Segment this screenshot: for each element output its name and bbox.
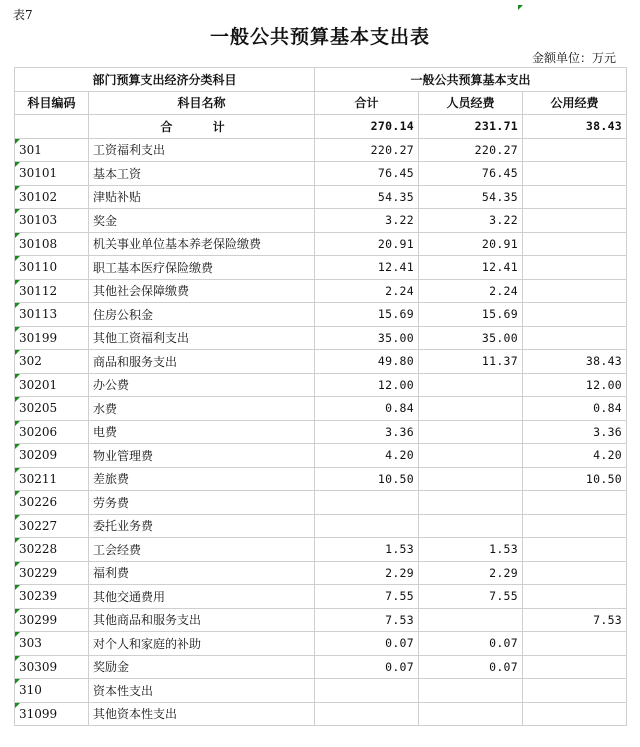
row-personnel: 3.22 (419, 209, 523, 233)
row-code: 30226 (15, 491, 89, 515)
row-total: 7.53 (315, 608, 419, 632)
row-code: 30112 (15, 279, 89, 303)
row-total: 54.35 (315, 185, 419, 209)
row-public (523, 632, 627, 656)
row-code: 30101 (15, 162, 89, 186)
row-total: 10.50 (315, 467, 419, 491)
row-total: 3.22 (315, 209, 419, 233)
row-personnel (419, 467, 523, 491)
row-name: 其他商品和服务支出 (89, 608, 315, 632)
row-name: 资本性支出 (89, 679, 315, 703)
row-name: 工资福利支出 (89, 138, 315, 162)
row-personnel: 1.53 (419, 538, 523, 562)
row-total: 35.00 (315, 326, 419, 350)
row-personnel: 12.41 (419, 256, 523, 280)
row-name: 津贴补贴 (89, 185, 315, 209)
total-personnel: 231.71 (419, 115, 523, 139)
row-public: 4.20 (523, 444, 627, 468)
row-public (523, 679, 627, 703)
row-name: 其他工资福利支出 (89, 326, 315, 350)
row-total: 20.91 (315, 232, 419, 256)
header-total: 合计 (315, 91, 419, 115)
table-row (15, 232, 627, 256)
row-code: 30110 (15, 256, 89, 280)
row-name: 其他社会保障缴费 (89, 279, 315, 303)
table-row (15, 538, 627, 562)
row-personnel: 15.69 (419, 303, 523, 327)
row-personnel (419, 491, 523, 515)
row-personnel (419, 702, 523, 726)
row-name: 机关事业单位基本养老保险缴费 (89, 232, 315, 256)
row-code: 303 (15, 632, 89, 656)
table-row (15, 467, 627, 491)
row-public: 12.00 (523, 373, 627, 397)
row-total: 0.07 (315, 632, 419, 656)
row-public (523, 491, 627, 515)
header-personnel: 人员经费 (419, 91, 523, 115)
row-public: 38.43 (523, 350, 627, 374)
row-total: 4.20 (315, 444, 419, 468)
row-public (523, 162, 627, 186)
table-row (15, 514, 627, 538)
row-public: 10.50 (523, 467, 627, 491)
row-public (523, 232, 627, 256)
table-row (15, 679, 627, 703)
row-personnel (419, 679, 523, 703)
row-code: 30108 (15, 232, 89, 256)
row-name: 对个人和家庭的补助 (89, 632, 315, 656)
group-header-row (15, 68, 627, 92)
row-name: 其他资本性支出 (89, 702, 315, 726)
row-total: 2.24 (315, 279, 419, 303)
row-name: 福利费 (89, 561, 315, 585)
total-sum: 270.14 (315, 115, 419, 139)
row-name: 委托业务费 (89, 514, 315, 538)
table-row (15, 632, 627, 656)
row-personnel: 0.07 (419, 632, 523, 656)
table-row (15, 397, 627, 421)
row-name: 其他交通费用 (89, 585, 315, 609)
table-row (15, 138, 627, 162)
row-code: 30103 (15, 209, 89, 233)
row-total: 2.29 (315, 561, 419, 585)
row-name: 劳务费 (89, 491, 315, 515)
row-personnel (419, 373, 523, 397)
row-total: 1.53 (315, 538, 419, 562)
row-public: 3.36 (523, 420, 627, 444)
row-personnel (419, 444, 523, 468)
row-total (315, 679, 419, 703)
row-code: 30229 (15, 561, 89, 585)
row-name: 水费 (89, 397, 315, 421)
table-row (15, 326, 627, 350)
row-code: 30209 (15, 444, 89, 468)
row-name: 奖励金 (89, 655, 315, 679)
table-row (15, 444, 627, 468)
row-personnel: 2.24 (419, 279, 523, 303)
table-row (15, 279, 627, 303)
header-public: 公用经费 (523, 91, 627, 115)
row-name: 差旅费 (89, 467, 315, 491)
row-personnel: 35.00 (419, 326, 523, 350)
row-personnel: 7.55 (419, 585, 523, 609)
row-code: 30205 (15, 397, 89, 421)
table-row (15, 185, 627, 209)
cell-marker (518, 5, 523, 10)
row-total: 15.69 (315, 303, 419, 327)
header-code: 科目编码 (15, 91, 89, 115)
row-total (315, 702, 419, 726)
row-code: 30206 (15, 420, 89, 444)
row-public (523, 655, 627, 679)
unit-label: 金额单位：万元 (531, 51, 616, 65)
row-code: 30102 (15, 185, 89, 209)
row-total (315, 491, 419, 515)
row-total: 3.36 (315, 420, 419, 444)
row-public (523, 185, 627, 209)
row-public: 0.84 (523, 397, 627, 421)
row-total: 76.45 (315, 162, 419, 186)
row-name: 基本工资 (89, 162, 315, 186)
table-row (15, 350, 627, 374)
table-row (15, 420, 627, 444)
row-personnel: 20.91 (419, 232, 523, 256)
row-public (523, 138, 627, 162)
row-public: 7.53 (523, 608, 627, 632)
row-name: 奖金 (89, 209, 315, 233)
table-row (15, 303, 627, 327)
header-name: 科目名称 (89, 91, 315, 115)
table-row (15, 491, 627, 515)
table-row (15, 373, 627, 397)
row-code: 301 (15, 138, 89, 162)
row-name: 工会经费 (89, 538, 315, 562)
row-personnel (419, 514, 523, 538)
row-code: 30199 (15, 326, 89, 350)
row-public (523, 585, 627, 609)
row-name: 商品和服务支出 (89, 350, 315, 374)
row-code: 31099 (15, 702, 89, 726)
table-row (15, 209, 627, 233)
table-row (15, 655, 627, 679)
row-total: 7.55 (315, 585, 419, 609)
row-name: 物业管理费 (89, 444, 315, 468)
row-code: 310 (15, 679, 89, 703)
row-public (523, 538, 627, 562)
row-personnel (419, 397, 523, 421)
row-total (315, 514, 419, 538)
row-code: 30227 (15, 514, 89, 538)
row-public (523, 279, 627, 303)
table-number: 表7 (13, 8, 33, 22)
row-name: 住房公积金 (89, 303, 315, 327)
row-code: 30211 (15, 467, 89, 491)
table-row (15, 585, 627, 609)
row-public (523, 514, 627, 538)
page-title: 一般公共预算基本支出表 (209, 26, 430, 48)
row-personnel: 11.37 (419, 350, 523, 374)
row-public (523, 561, 627, 585)
row-personnel: 76.45 (419, 162, 523, 186)
table-row (15, 256, 627, 280)
row-public (523, 256, 627, 280)
row-total: 220.27 (315, 138, 419, 162)
table-row (15, 608, 627, 632)
total-public: 38.43 (523, 115, 627, 139)
row-total: 0.07 (315, 655, 419, 679)
row-name: 电费 (89, 420, 315, 444)
row-code: 30201 (15, 373, 89, 397)
row-total: 49.80 (315, 350, 419, 374)
row-total: 12.41 (315, 256, 419, 280)
row-personnel (419, 420, 523, 444)
table-row (15, 702, 627, 726)
row-code: 30309 (15, 655, 89, 679)
row-public (523, 209, 627, 233)
row-code: 30239 (15, 585, 89, 609)
table-row (15, 162, 627, 186)
budget-table (14, 67, 627, 726)
row-code: 30228 (15, 538, 89, 562)
row-personnel: 54.35 (419, 185, 523, 209)
row-personnel: 220.27 (419, 138, 523, 162)
row-name: 办公费 (89, 373, 315, 397)
row-code: 30113 (15, 303, 89, 327)
row-public (523, 702, 627, 726)
row-public (523, 303, 627, 327)
total-label: 合 计 (89, 115, 315, 139)
row-personnel: 0.07 (419, 655, 523, 679)
group-header-left: 部门预算支出经济分类科目 (15, 68, 315, 92)
row-code: 302 (15, 350, 89, 374)
row-name: 职工基本医疗保险缴费 (89, 256, 315, 280)
row-total: 0.84 (315, 397, 419, 421)
total-code-cell (15, 115, 89, 139)
group-header-right: 一般公共预算基本支出 (315, 68, 627, 92)
row-public (523, 326, 627, 350)
total-row (15, 115, 627, 139)
row-code: 30299 (15, 608, 89, 632)
row-personnel (419, 608, 523, 632)
row-personnel: 2.29 (419, 561, 523, 585)
table-row (15, 561, 627, 585)
row-total: 12.00 (315, 373, 419, 397)
column-header-row (15, 91, 627, 115)
